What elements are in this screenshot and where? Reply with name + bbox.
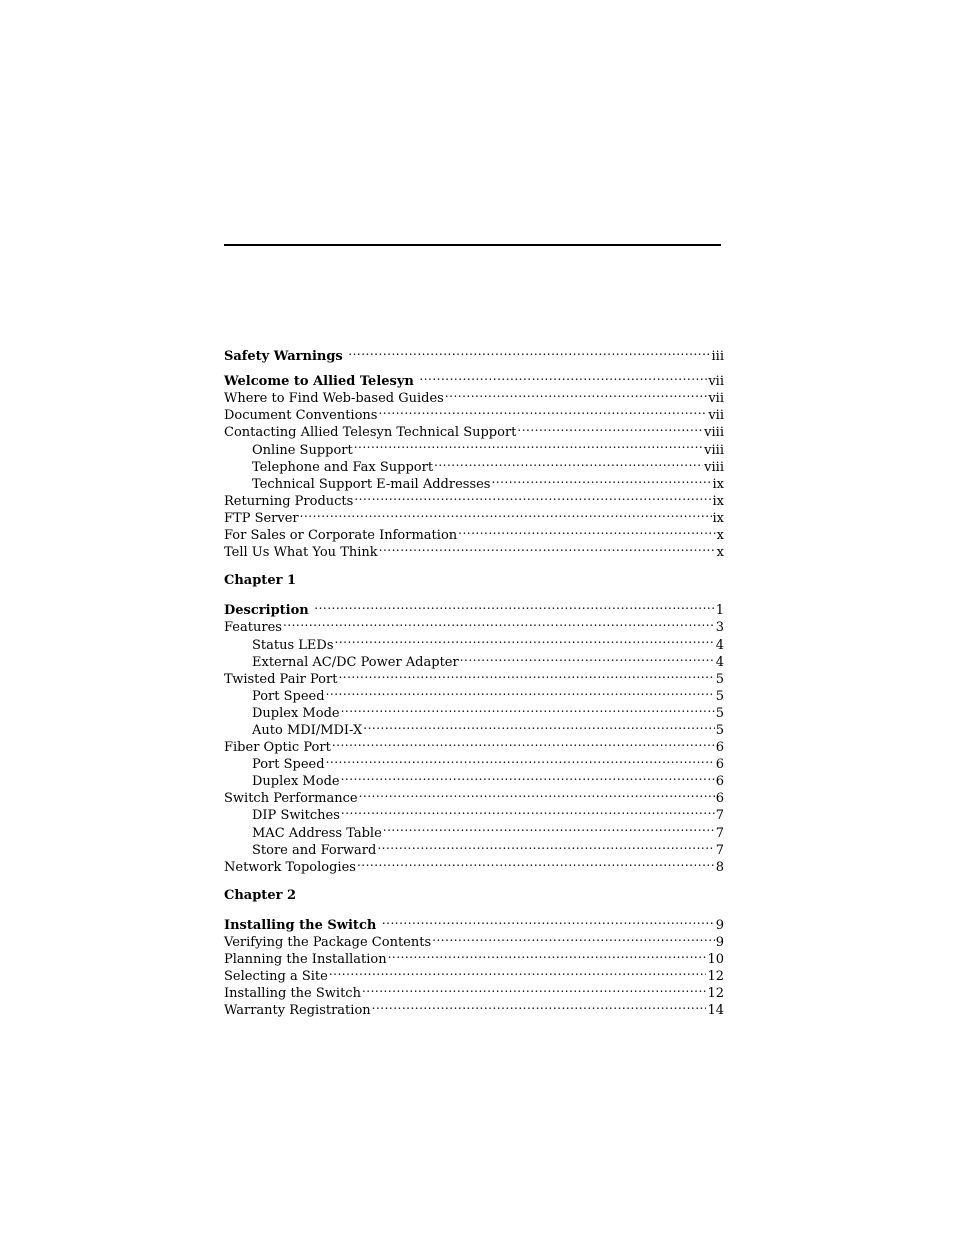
toc-page-number: 5 <box>715 705 724 721</box>
toc-entry-title: Selecting a Site <box>224 969 328 985</box>
toc-leader-dots <box>354 436 703 453</box>
toc-leader-dots <box>491 471 711 488</box>
toc-page-number: x <box>716 545 724 561</box>
toc-leader-dots <box>354 488 711 505</box>
toc-leader-dots <box>434 454 703 471</box>
toc-page-number: ix <box>712 493 724 509</box>
toc-entry-title: Store and Forward <box>252 842 377 858</box>
toc-entry-title: Tell Us What You Think <box>224 545 378 561</box>
toc-entry-title: Where to Find Web-based Guides <box>224 391 444 407</box>
toc-page-number: 5 <box>715 688 724 704</box>
toc-section-heading[interactable] <box>224 912 724 933</box>
toc-entry-title: For Sales or Corporate Information <box>224 528 458 544</box>
toc-leader-dots <box>377 837 714 854</box>
toc-entry-title: Duplex Mode <box>252 774 340 790</box>
toc-leader-dots <box>338 666 714 683</box>
toc-entry-title: Planning the Installation <box>224 952 387 968</box>
toc-leader-dots <box>300 505 712 522</box>
toc-page-number: 6 <box>715 757 724 773</box>
toc-leader-dots <box>359 785 715 802</box>
toc-entry-title: Status LEDs <box>252 637 334 653</box>
toc-entry-title: Installing the Switch <box>224 986 361 1002</box>
toc-entry-title: Network Topologies <box>224 859 356 875</box>
toc-section-heading[interactable] <box>224 597 724 619</box>
toc-page-number: 9 <box>715 935 724 950</box>
toc-leader-dots <box>335 631 715 648</box>
toc-page-number: 6 <box>715 791 724 807</box>
toc-entry-title: Contacting Allied Telesyn Technical Support <box>224 425 517 441</box>
toc-leader-dots <box>363 717 714 734</box>
toc-leader-dots <box>341 700 715 717</box>
chapter-heading: Chapter 2 <box>224 887 297 903</box>
toc-leader-dots <box>388 946 707 963</box>
toc-entry-title: Description <box>224 603 309 619</box>
toc-section-heading[interactable] <box>224 368 724 390</box>
header-rule <box>224 244 721 246</box>
toc-entry[interactable] <box>224 505 724 526</box>
toc-leader-dots <box>383 819 715 836</box>
toc-leader-dots <box>332 734 715 751</box>
toc-entry-title: Technical Support E-mail Addresses <box>252 476 491 492</box>
toc-leader-dots <box>326 683 715 700</box>
toc-page-number: ix <box>712 476 724 492</box>
toc-page-number: 6 <box>715 774 724 790</box>
toc-page-number: 12 <box>707 986 724 1002</box>
toc-entry-title: Duplex Mode <box>252 705 340 721</box>
toc-page-number: 6 <box>715 740 724 756</box>
toc-leader-dots <box>348 343 710 360</box>
toc-entry[interactable] <box>224 522 724 544</box>
chapter-heading: Chapter 1 <box>224 573 297 589</box>
toc-spacer <box>224 904 724 912</box>
toc-leader-dots <box>517 419 703 436</box>
toc-entry-title: Switch Performance <box>224 791 358 807</box>
toc-leader-dots <box>341 768 715 785</box>
toc-leader-dots <box>362 980 707 997</box>
toc-entry-title: DIP Switches <box>252 808 340 824</box>
toc-entry-title: External AC/DC Power Adapter <box>252 654 459 670</box>
toc-page-number: 7 <box>715 842 724 858</box>
toc-leader-dots <box>329 963 707 980</box>
toc-entry-title: Features <box>224 620 282 636</box>
toc-page-number: 4 <box>715 654 724 670</box>
toc-page-number: 3 <box>715 620 724 636</box>
toc-page-number: viii <box>704 459 724 475</box>
toc-page-number: ix <box>712 510 724 526</box>
toc-leader-dots <box>460 649 715 666</box>
table-of-contents <box>224 343 724 1019</box>
toc-page-number: vii <box>708 408 724 424</box>
toc-entry-title: Welcome to Allied Telesyn <box>224 374 414 390</box>
toc-leader-dots <box>314 597 714 614</box>
toc-page-number: 10 <box>707 952 724 968</box>
toc-entry-title: Fiber Optic Port <box>224 740 331 756</box>
toc-leader-dots <box>419 368 707 385</box>
toc-page-number: 7 <box>715 808 724 824</box>
toc-leader-dots <box>357 854 715 871</box>
toc-entry-title: Warranty Registration <box>224 1003 371 1019</box>
toc-entry-title: MAC Address Table <box>252 825 382 841</box>
toc-leader-dots <box>283 614 715 631</box>
toc-entry-title: Verifying the Package Contents <box>224 935 432 950</box>
toc-page-number: 1 <box>715 603 724 619</box>
toc-page-number: 7 <box>715 825 724 841</box>
toc-page-number: x <box>716 528 724 544</box>
toc-entry-title: FTP Server <box>224 510 299 526</box>
toc-entry-title: Telephone and Fax Support <box>252 459 434 475</box>
toc-page-number: 5 <box>715 722 724 738</box>
toc-page-number: 14 <box>707 1003 724 1019</box>
toc-entry-title: Online Support <box>252 442 353 458</box>
toc-page-number: viii <box>704 425 724 441</box>
toc-leader-dots <box>445 385 707 402</box>
toc-page-number: viii <box>704 442 724 458</box>
toc-entry-title: Returning Products <box>224 493 354 509</box>
toc-page-number: 5 <box>715 671 724 687</box>
toc-page-number: vii <box>708 391 724 407</box>
toc-page-number: 9 <box>715 917 724 933</box>
toc-entry-title: Port Speed <box>252 688 325 704</box>
toc-leader-dots <box>458 522 716 539</box>
toc-page-number: 8 <box>715 859 724 875</box>
toc-leader-dots <box>341 802 715 819</box>
toc-page-number: 12 <box>707 969 724 985</box>
toc-entry-title: Port Speed <box>252 757 325 773</box>
toc-entry-title: Installing the Switch <box>224 917 377 933</box>
toc-subentry[interactable] <box>224 631 724 653</box>
toc-leader-dots <box>378 402 707 419</box>
toc-leader-dots <box>372 997 707 1014</box>
toc-entry[interactable] <box>224 614 724 636</box>
toc-spacer <box>224 589 724 597</box>
toc-leader-dots <box>382 912 715 929</box>
toc-page-number: vii <box>708 374 724 390</box>
toc-leader-dots <box>326 751 715 768</box>
toc-page-number: iii <box>711 349 724 365</box>
toc-leader-dots <box>379 539 716 556</box>
toc-page-number: 4 <box>715 637 724 653</box>
toc-entry-title: Twisted Pair Port <box>224 671 338 687</box>
toc-entry-title: Auto MDI/MDI-X <box>252 722 363 738</box>
toc-leader-dots <box>432 929 715 946</box>
toc-section-heading[interactable] <box>224 343 724 365</box>
toc-entry-title: Safety Warnings <box>224 349 343 365</box>
toc-entry-title: Document Conventions <box>224 408 378 424</box>
